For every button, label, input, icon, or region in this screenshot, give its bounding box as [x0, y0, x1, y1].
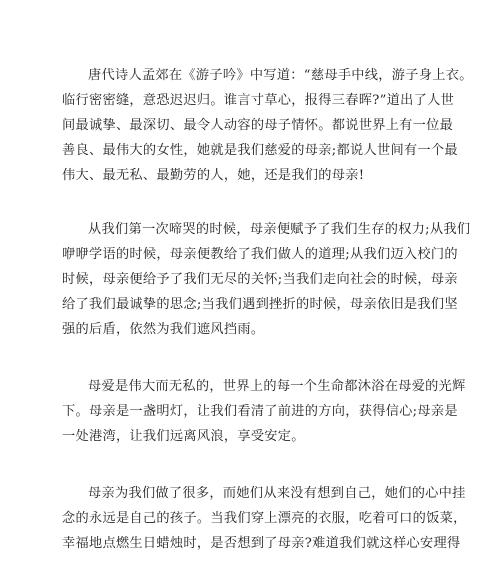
paragraph-line: 临行密密缝，意恐迟迟归。谁言寸草心，报得三春晖?”道出了人世	[62, 93, 455, 108]
paragraph-line: 一处港湾，让我们远离风浪，享受安定。	[62, 429, 305, 444]
paragraph-2	[62, 217, 471, 342]
paragraph-line: 强的后盾，依然为我们遮风挡雨。	[62, 322, 265, 337]
paragraph-line: 伟大、最无私、最勤劳的人，她，还是我们的母亲!	[62, 168, 365, 183]
paragraph-line: 给了我们最诚挚的思念;当我们遇到挫折的时候，母亲依旧是我们坚	[62, 297, 458, 312]
paragraph-line: 咿咿学语的时候，母亲便教给了我们做人的道理;从我们迈入校门的	[62, 247, 458, 262]
paragraph-line: 间最诚挚、最深切、最令人动容的母子情怀。都说世界上有一位最	[62, 118, 454, 133]
paragraph-line: 幸福地点燃生日蜡烛时，是否想到了母亲?难道我们就这样心安理得	[62, 536, 461, 551]
paragraph-line: 善良、最伟大的女性，她就是我们慈爱的母亲;都说人世间有一个最	[62, 143, 458, 158]
paragraph-line: 念的永远是自己的孩子。当我们穿上漂亮的衣服，吃着可口的饭菜，	[62, 511, 467, 526]
paragraph-line: 母爱是伟大而无私的，世界上的每一个生命都沐浴在母爱的光辉	[88, 379, 466, 394]
paragraph-1	[62, 63, 473, 188]
paragraph-3	[62, 374, 466, 449]
paragraph-line: 从我们第一次啼哭的时候，母亲便赋予了我们生存的权力;从我们	[88, 222, 471, 237]
paragraph-4	[62, 481, 467, 556]
paragraph-line: 唐代诗人孟郊在《游子吟》中写道：“慈母手中线，游子身上衣。	[88, 68, 473, 83]
paragraph-line: 母亲为我们做了很多，而她们从来没有想到自己，她们的心中挂	[88, 486, 466, 501]
paragraph-line: 下。母亲是一盏明灯，让我们看清了前进的方向，获得信心;母亲是	[62, 404, 458, 419]
paragraph-line: 时候，母亲便给予了我们无尽的关怀;当我们走向社会的时候，母亲	[62, 272, 458, 287]
